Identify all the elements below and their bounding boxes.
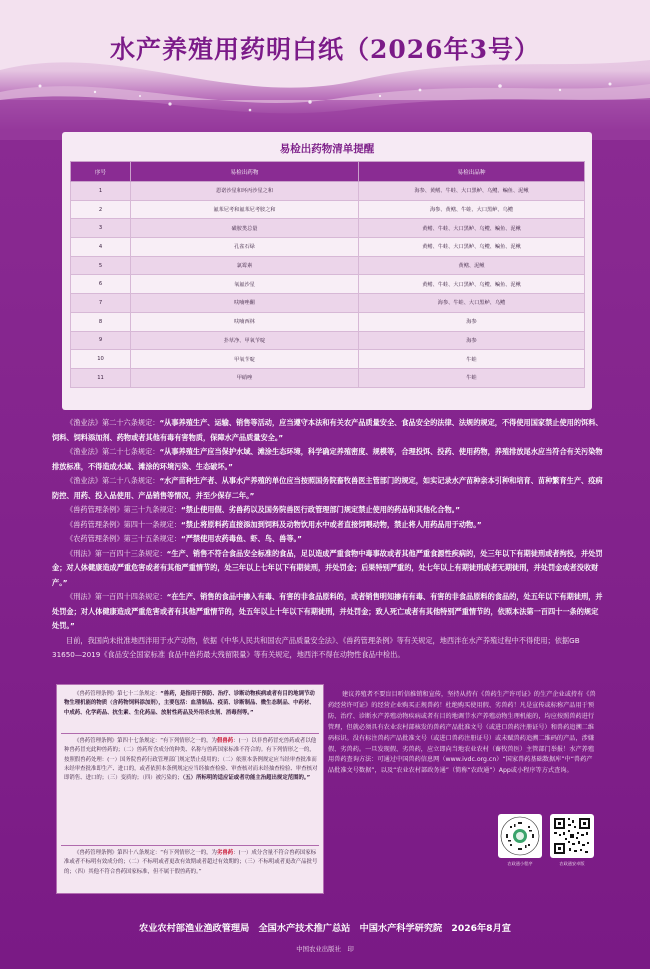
table-row [71,238,585,257]
android-app-qr[interactable] [548,814,596,872]
panel-title: 易检出药物清单提醒 [279,143,375,155]
law-paragraph: 《刑法》第一百四十四条规定：“在生产、销售的食品中掺入有毒、有害的非食品原料的，或者销售明知掺有有毒、有害的非食品原料的食品的，处五年以下有期徒刑，并处罚金；对人体健康造成严重危害或者有其他严重情节的，处五年以上十年以下有期徒刑，并处罚金；致人死亡或者有其他特别严重情节的，依照本法第一百四十一条的规定处罚。” [52,592,603,630]
definition-inferior-drug: 《兽药管理条例》第四十八条规定：“有下列情形之一的，为劣兽药：(一）成分含量不符合兽药国家标准或者不标明有效成分的；（二）不标明或者更改有效期或者超过有效期的；（三）不标明或者更改产品批号的；（四）其他不符合兽药国家标准，但不属于假兽药的。” [64,850,318,875]
table-header-row [71,162,585,182]
cell-species: 黄鳝、泥鳅 [359,256,585,275]
law-paragraph: 《渔业法》第二十六条规定：“从事养殖生产、运输、销售等活动，应当遵守本法和有关农产品质量安全、食品安全的法律、法规的规定，不得使用国家禁止使用的饵料、饲料、饲料添加剂、药物或者其他有毒有害物质，保障水产品质量安全。” [52,418,603,442]
definition-fake-drug: 《兽药管理条例》第四十七条规定：“有下列情形之一的，为假兽药：(一）以非兽药冒充兽药或者以他种兽药冒充此种兽药的；（二）兽药所含成分的种类、名称与兽药国家标准不符合的。有下列情形之一的，按照假兽药处理：(一）国务院兽药行政管理部门规定禁止使用的；（二）依照本条例规定应当经审查批准而未经审查批准即生产、进口的，或者依照本条例规定应当经抽查检验、审查核对而未经抽查检验、审查核对即销售、进口的；（三）变质的；（四）被污染的；（五）所标明的适应证或者功能主治超出规定范围的。” [64,738,318,782]
qr-caption: 农政通安卓版 [559,861,585,866]
publisher: 中国农业出版社 印 [296,945,354,953]
cell-species: 黄鳝、牛蛙、大口黑鲈、乌鳢、鳊鱼、泥鳅 [359,275,585,294]
table-row [71,256,585,275]
qr-code-icon [550,814,594,858]
cell-species: 黄鳝、牛蛙、大口黑鲈、乌鳢、鳊鱼、泥鳅 [359,219,585,238]
law-paragraph: 《渔业法》第二十八条规定：“水产苗种生产者、从事水产养殖的单位应当按照国务院畜牧兽医主管部门的规定，如实记录水产苗种亲本引种和培育、苗种繁育生产、疫病防控、用药、投入品使用、产品销售等情况，并至少保存二年。” [52,476,603,500]
qr-caption: 农政通小程序 [507,861,533,866]
table-row [71,200,585,219]
cell-index: 3 [71,219,131,238]
cell-species: 海参 [359,312,585,331]
cell-index: 2 [71,200,131,219]
cell-drug: 恩诺沙星和环丙沙星之和 [131,182,359,201]
law-paragraph: 《兽药管理条例》第三十九条规定：“禁止使用假、劣兽药以及国务院兽医行政管理部门规定禁止使用的药品和其他化合物。” [66,505,460,514]
cell-drug: 呋喃西林 [131,312,359,331]
column-header-drug: 易检出药物 [131,162,359,182]
cell-species: 黄鳝、牛蛙、大口黑鲈、乌鳢、鳊鱼、泥鳅 [359,238,585,257]
table-row [71,182,585,201]
law-paragraph: 《农药管理条例》第三十五条规定：“严禁使用农药毒鱼、虾、鸟、兽等。” [66,534,302,543]
diazepam-note: 目前，我国尚未批准地西泮用于水产动物，依据《中华人民共和国农产品质量安全法》、《兽药管理条例》等有关规定，地西泮在水产养殖过程中不得使用；依据GB 31650—2019《食品安全国家标准 食品中兽药最大残留限量》等有关规定，地西泮不得在动物性食品中检出。 [52,635,580,659]
issuing-organizations: 农业农村部渔业渔政管理局 全国水产技术推广总站 中国水产科学研究院 2026年8月宣 [139,923,511,934]
table-row [71,219,585,238]
law-paragraph: 《渔业法》第二十七条规定：“从事养殖生产应当保护水域、滩涂生态环境，科学确定养殖密度、规模等，合理投饵、投药、使用药物，养殖排放尾水应当符合有关污染物排放标准，不得造成水域、滩涂的环境污染、生态破坏。” [52,447,603,471]
column-header-index: 序号 [71,162,131,182]
cell-species: 海参 [359,331,585,350]
cell-drug: 甲氧苄啶 [131,350,359,369]
law-paragraph: 《兽药管理条例》第四十一条规定：“禁止将原料药直接添加到饲料及动物饮用水中或者直接饲喂动物，禁止将人用药品用于动物。” [66,519,482,529]
column-header-species: 易检出品种 [359,162,585,182]
drug-table [70,161,585,388]
table-row [71,312,585,331]
cell-species: 海参、黄鳝、牛蛙、大口黑鲈、乌鳢、鳊鱼、泥鳅 [359,182,585,201]
mini-program-code-icon [498,814,542,858]
law-paragraph: 《刑法》第一百四十三条规定：“生产、销售不符合食品安全标准的食品，足以造成严重食物中毒事故或者其他严重食源性疾病的，处三年以下有期徒刑或者拘役，并处罚金；对人体健康造成严重危害或者有其他严重情节的，处三年以上七年以下有期徒刑，并处罚金；后果特别严重的，处七年以上有期徒刑或者无期徒刑，并处罚金或者没收财产。” [52,548,603,587]
divider [61,845,319,846]
drug-list-panel [62,132,592,410]
divider [61,733,319,734]
purchase-advice: 建议养殖者不要盲目听信推销和宣传，坚持从持有《兽药生产许可证》的生产企业或持有《兽药经营许可证》的经营企业购买正规兽药！杜绝购买使用假、劣兽药！凡是宣传或标称产品用于预防、治疗、诊断水产养殖动物疾病或者有目的地调节水产养殖动物生理机能的，均应按照兽药进行管理，但就必须具有农业农村部核发的兽药产品批准文号（或进口兽药注册证号）和兽药追溯二维码标识。没有标注兽药产品批准文号（或进口兽药注册证号）或未赋兽药追溯二维码的产品，涉嫌假、劣兽药。一旦发现假、劣兽药，应立即向当地农业农村（畜牧兽医）主管部门举报！水产养殖用兽药查询方法：可通过中国兽药信息网（www.ivdc.org.cn）“国家兽药基础数据库”中“兽药产品批准文号数据”，以及“农业农村部政务通”（简称“农政通”）App或小程序等方式查询。 [328,691,596,775]
cell-index: 1 [71,182,131,201]
cell-index: 11 [71,368,131,387]
cell-drug: 甲硝唑 [131,368,359,387]
table-row [71,331,585,350]
table-row [71,368,585,387]
cell-drug: 扑草净、甲氧苄啶 [131,331,359,350]
cell-drug: 氧氟沙星 [131,275,359,294]
cell-drug: 氯霉素 [131,256,359,275]
cell-drug: 呋喃唑酮 [131,294,359,313]
definition-veterinary-drug: 《兽药管理条例》第七十二条规定：“兽药，是指用于预防、治疗、诊断动物疾病或者有目的地调节动物生理机能的物质（含药物饲料添加剂），主要包括：血清制品、疫苗、诊断制品、微生态制品、中药材、中成药、化学药品、抗生素、生化药品、放射性药品及外用杀虫剂、消毒剂等。” [64,691,315,716]
cell-species: 牛蛙 [359,368,585,387]
cell-index: 5 [71,256,131,275]
table-row [71,350,585,369]
veterinary-drug-definitions-box [56,684,324,894]
cell-index: 10 [71,350,131,369]
cell-index: 7 [71,294,131,313]
cell-species: 海参、黄鳝、牛蛙、大口黑鲈、乌鳢 [359,200,585,219]
cell-index: 6 [71,275,131,294]
cell-index: 9 [71,331,131,350]
page-title: 水产养殖用药明白纸（2026年3号） [110,35,540,64]
cell-index: 4 [71,238,131,257]
law-provisions [52,416,604,663]
mini-program-qr[interactable] [496,814,544,872]
table-row [71,275,585,294]
cell-species: 牛蛙 [359,350,585,369]
table-row [71,294,585,313]
cell-drug: 磺胺类总量 [131,219,359,238]
cell-drug: 孔雀石绿 [131,238,359,257]
cell-species: 海参、牛蛙、大口黑鲈、乌鳢 [359,294,585,313]
wave-header-decoration [0,0,650,140]
cell-drug: 氟苯尼考和氟苯尼考胺之和 [131,200,359,219]
cell-index: 8 [71,312,131,331]
